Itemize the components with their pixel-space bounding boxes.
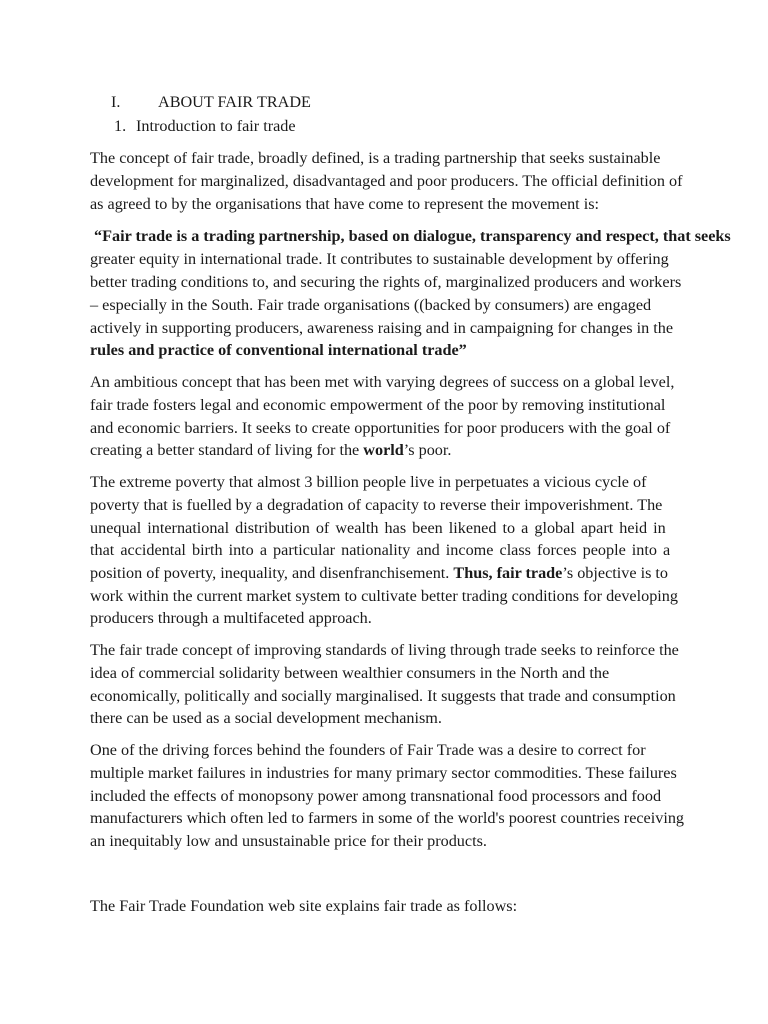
text-line: An ambitious concept that has been met with varying degrees of success on a global level, bbox=[90, 373, 675, 391]
text-line: rules and practice of conventional international trade” bbox=[90, 341, 467, 359]
text-line: included the effects of monopsony power among transnational food processors and food bbox=[90, 787, 662, 805]
text-run-bold: Thus, fair trade bbox=[453, 564, 563, 582]
text-line: that accidental birth into a particular nationality and income class forces people into a bbox=[90, 541, 671, 559]
text-line: greater equity in international trade. It contributes to sustainable development by offering bbox=[90, 250, 669, 268]
text-run: position of poverty, inequality, and disenfranchisement. bbox=[90, 564, 454, 582]
text-line: economically, politically and socially marginalised. It suggests that trade and consumption bbox=[90, 687, 676, 705]
text-line: producers through a multifaceted approach. bbox=[90, 609, 372, 627]
text-line: an inequitably low and unsustainable price for their products. bbox=[90, 832, 487, 850]
text-line: poverty that is fuelled by a degradation of capacity to reverse their impoverishment. The bbox=[90, 496, 663, 514]
text-line: The Fair Trade Foundation web site explains fair trade as follows: bbox=[90, 897, 518, 915]
text-line: – especially in the South. Fair trade organisations ((backed by consumers) are engaged bbox=[90, 296, 652, 314]
text-line: fair trade fosters legal and economic empowerment of the poor by removing institutional bbox=[90, 396, 666, 414]
text-line: unequal international distribution of wealth has been likened to a global apart heid in bbox=[90, 519, 666, 537]
text-line: One of the driving forces behind the founders of Fair Trade was a desire to correct for bbox=[90, 741, 646, 759]
text-line: as agreed to by the organisations that have come to represent the movement is: bbox=[90, 195, 600, 213]
text-line: and economic barriers. It seeks to create opportunities for poor producers with the goal of bbox=[90, 419, 671, 437]
text-line bbox=[90, 440, 451, 460]
text-line: “Fair trade is a trading partnership, based on dialogue, transparency and respect, that seeks bbox=[94, 227, 731, 245]
text-line: multiple market failures in industries for many primary sector commodities. These failures bbox=[90, 764, 677, 782]
text-line: The fair trade concept of improving standards of living through trade seeks to reinforce the bbox=[90, 641, 679, 659]
subsection-title: Introduction to fair trade bbox=[136, 117, 296, 135]
text-run: creating a better standard of living for the bbox=[90, 441, 364, 459]
text-line: idea of commercial solidarity between wealthier consumers in the North and the bbox=[90, 664, 610, 682]
text-line: development for marginalized, disadvantaged and poor producers. The official definition of bbox=[90, 172, 683, 190]
text-line bbox=[90, 563, 668, 583]
text-line: better trading conditions to, and securing the rights of, marginalized producers and workers bbox=[90, 273, 682, 291]
section-title: ABOUT FAIR TRADE bbox=[158, 93, 311, 111]
section-number: I. bbox=[111, 93, 121, 111]
text-line: work within the current market system to cultivate better trading conditions for developing bbox=[90, 587, 678, 605]
text-line: actively in supporting producers, awareness raising and in campaigning for changes in the bbox=[90, 319, 674, 337]
text-line: manufacturers which often led to farmers in some of the world's poorest countries receiving bbox=[90, 809, 685, 827]
text-run: ’s objective is to bbox=[562, 564, 669, 582]
text-line: The extreme poverty that almost 3 billion people live in perpetuates a vicious cycle of bbox=[90, 473, 647, 491]
text-line: there can be used as a social development mechanism. bbox=[90, 709, 442, 727]
subsection-number: 1. bbox=[114, 117, 127, 135]
text-run: ’s poor. bbox=[403, 441, 452, 459]
text-line: The concept of fair trade, broadly defined, is a trading partnership that seeks sustainable bbox=[90, 149, 661, 167]
text-run-bold: world bbox=[363, 441, 404, 459]
